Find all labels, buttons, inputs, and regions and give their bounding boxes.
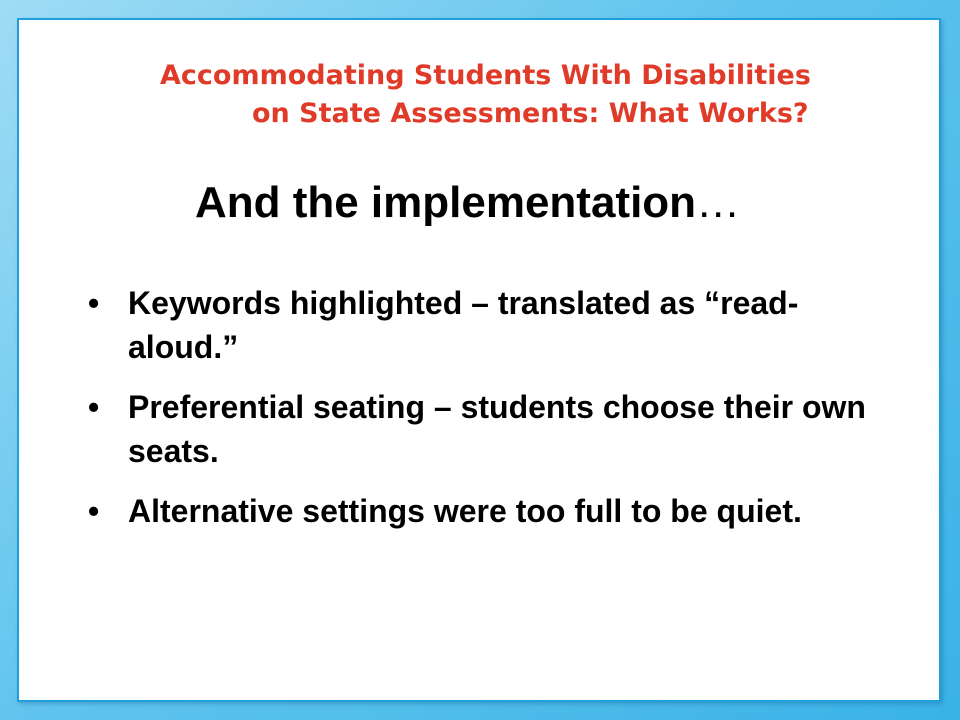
banner-line-1: Accommodating Students With Disabilities [160,60,811,91]
bullet-text: Keywords highlighted – translated as “read-aloud.” [128,285,799,365]
bullet-list [88,281,868,549]
banner-line-2: on State Assessments: What Works? [252,98,809,129]
bullet-item [88,385,868,473]
slide-title-text: And the implementation [194,178,697,227]
bullet-text: Preferential seating – students choose their own seats. [128,389,866,469]
bullet-text: Alternative settings were too full to be quiet. [128,493,802,529]
bullet-dot-icon: • [88,285,100,321]
bullet-dot-icon: • [88,493,100,529]
bullet-dot-icon: • [88,389,100,425]
bullet-item [88,489,868,533]
slide-title-ellipsis: … [696,178,741,227]
presentation-banner [0,50,960,140]
bullet-item [88,281,868,369]
slide-title [0,178,935,228]
